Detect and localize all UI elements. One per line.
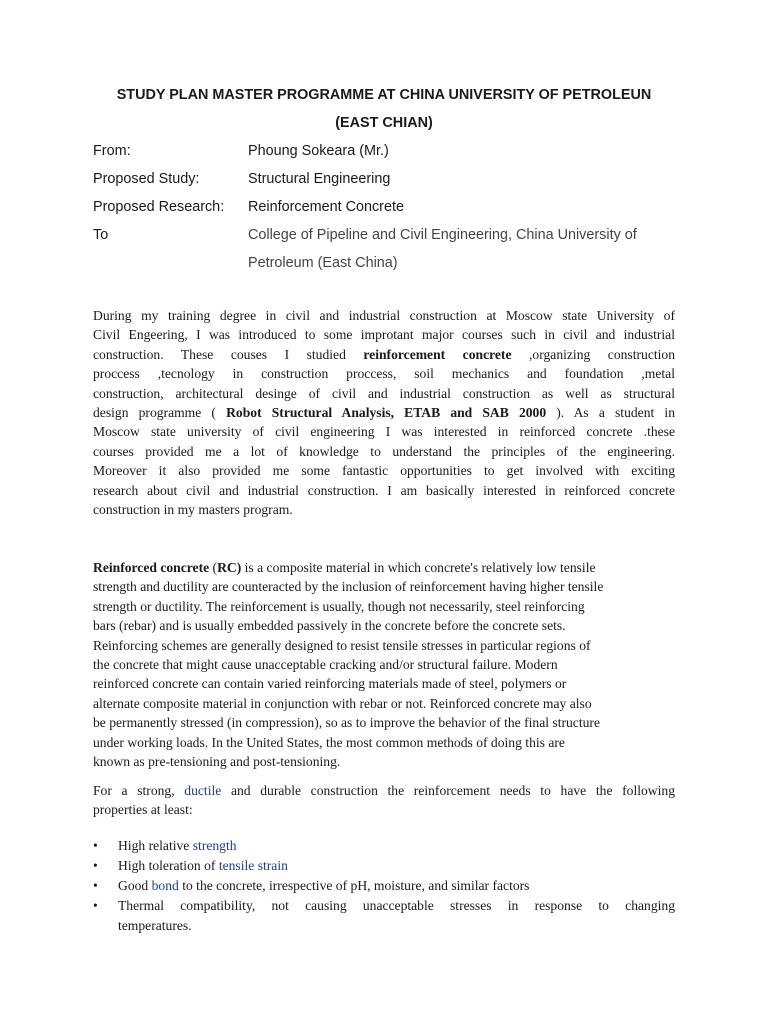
text-run: ,organizing construction bbox=[511, 346, 675, 362]
proposed-research-value: Reinforcement Concrete bbox=[248, 199, 404, 215]
para2-line: bars (rebar) and is usually embedded passively in the concrete before the concrete sets. bbox=[93, 618, 566, 634]
bullet-icon: • bbox=[93, 898, 98, 913]
from-label: From: bbox=[93, 143, 131, 159]
para2-line: strength and ductility are counteracted by the inclusion of reinforcement having higher tensile bbox=[93, 579, 604, 595]
text-run: High relative bbox=[118, 838, 193, 853]
reinforced-concrete-paragraph bbox=[93, 558, 675, 771]
para2-line: strength or ductility. The reinforcement is usually, though not necessarily, steel reinforcing bbox=[93, 598, 585, 614]
bullet-icon: • bbox=[93, 838, 98, 853]
text-run: design programme ( bbox=[93, 404, 227, 420]
list-item bbox=[93, 876, 675, 896]
properties-paragraph bbox=[93, 781, 675, 820]
properties-list bbox=[93, 836, 675, 936]
ductile-link[interactable]: ductile bbox=[184, 783, 222, 798]
bold-run: RC) bbox=[217, 560, 242, 575]
text-run: ( bbox=[209, 560, 218, 575]
para1-line: Civil Engeering, I was introduced to some improtant major courses such in civil and industrial bbox=[93, 327, 675, 343]
para1-line: During my training degree in civil and industrial construction at Moscow state University of bbox=[93, 308, 675, 323]
para1-line: research about civil and industrial construction. I am basically interested in reinforced concrete bbox=[93, 482, 675, 498]
para3-line: properties at least: bbox=[93, 802, 193, 818]
introduction-paragraph bbox=[93, 306, 675, 519]
bold-run: reinforcement concrete bbox=[363, 346, 512, 362]
para2-line: under working loads. In the United States, the most common methods of doing this are bbox=[93, 734, 565, 750]
para1-line: Moscow state university of civil engineering I was interested in reinforced concrete .these bbox=[93, 424, 675, 440]
bullet-icon: • bbox=[93, 858, 98, 873]
proposed-research-label: Proposed Research: bbox=[93, 199, 225, 215]
para1-line: Moreover it also provided me some fantastic opportunities to get involved with exciting bbox=[93, 463, 675, 479]
document-title-line2: (EAST CHIAN) bbox=[335, 115, 433, 131]
text-run: is a composite material in which concrete's relatively low tensile bbox=[241, 560, 596, 575]
text-run: Good bbox=[118, 878, 152, 893]
to-label: To bbox=[93, 227, 109, 243]
text-run: and durable construction the reinforcement needs to have the following bbox=[221, 783, 675, 798]
para2-line: known as pre-tensioning and post-tensioning. bbox=[93, 753, 341, 769]
text-run: For a strong, bbox=[93, 783, 185, 798]
para1-line bbox=[93, 403, 675, 422]
bullet-icon: • bbox=[93, 878, 98, 893]
para2-line: alternate composite material in conjunction with rebar or not. Reinforced concrete may also bbox=[93, 695, 592, 711]
bold-run: Reinforced concrete bbox=[93, 560, 210, 575]
proposed-study-value: Structural Engineering bbox=[248, 171, 391, 187]
proposed-study-label: Proposed Study: bbox=[93, 171, 200, 187]
bond-link[interactable]: bond bbox=[151, 878, 179, 893]
strength-link[interactable]: strength bbox=[192, 838, 237, 853]
list-item bbox=[93, 856, 675, 876]
to-value-line2: Petroleum (East China) bbox=[248, 255, 398, 271]
text-run: to the concrete, irrespective of pH, moisture, and similar factors bbox=[178, 878, 530, 893]
from-value: Phoung Sokeara (Mr.) bbox=[248, 143, 389, 159]
para2-line: Reinforcing schemes are generally designed to resist tensile stresses in particular regions of bbox=[93, 637, 591, 653]
para2-line: the concrete that might cause unacceptable cracking and/or structural failure. Modern bbox=[93, 656, 558, 672]
para2-line bbox=[93, 558, 675, 577]
para2-line: be permanently stressed (in compression), so as to improve the behavior of the final structure bbox=[93, 715, 600, 731]
bold-run: Robot Structural Analysis, ETAB and SAB 2000 bbox=[226, 404, 547, 420]
text-run: Thermal compatibility, not causing unacceptable stresses in response to changing bbox=[118, 898, 675, 913]
text-run: temperatures. bbox=[118, 918, 192, 933]
para1-line: construction in my masters program. bbox=[93, 501, 293, 517]
text-run: High toleration of bbox=[118, 858, 219, 873]
list-item bbox=[93, 836, 675, 856]
text-run: construction. These couses I studied bbox=[93, 346, 364, 362]
list-item bbox=[93, 896, 675, 936]
para2-line: reinforced concrete can contain varied reinforcing materials made of steel, polymers or bbox=[93, 676, 567, 692]
tensile-strain-link[interactable]: tensile strain bbox=[218, 858, 288, 873]
document-title-line1: STUDY PLAN MASTER PROGRAMME AT CHINA UNIVERSITY OF PETROLEUN bbox=[116, 87, 652, 103]
para1-line: construction, architectural desinge of civil and industrial construction as well as structural bbox=[93, 385, 675, 401]
para3-line bbox=[93, 781, 675, 800]
para1-line: courses provided me a lot of knowledge to understand the principles of the engineering. bbox=[93, 443, 675, 459]
para1-line bbox=[93, 345, 675, 364]
para1-line: proccess ,tecnology in construction proccess, soil mechanics and foundation ,metal bbox=[93, 366, 675, 382]
text-run: ). As a student in bbox=[546, 404, 675, 420]
to-value-line1: College of Pipeline and Civil Engineering, China University of bbox=[248, 227, 637, 243]
